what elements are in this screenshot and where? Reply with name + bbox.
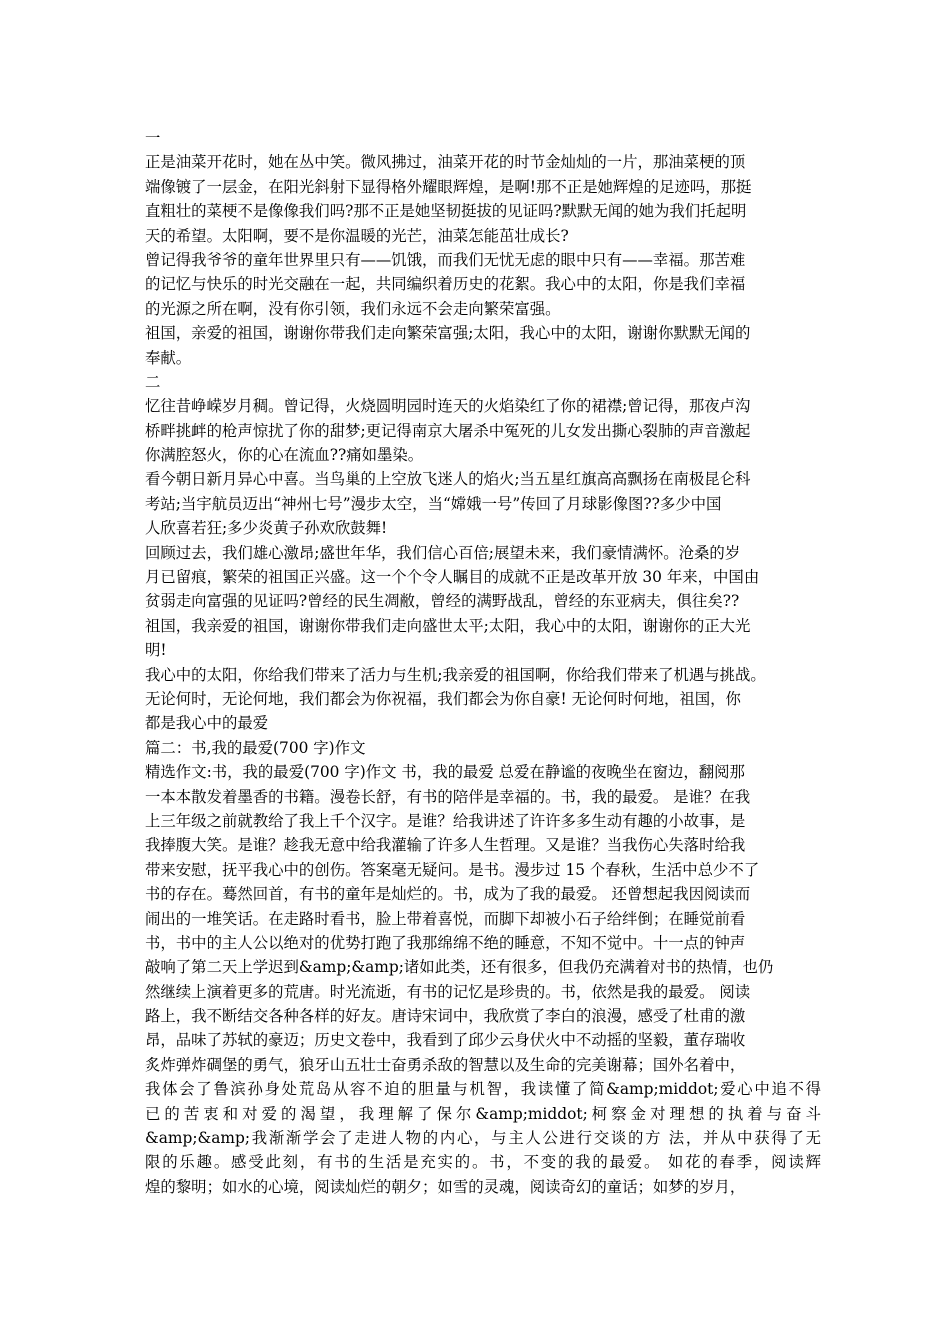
text-line: 带来安慰，抚平我心中的创伤。答案毫无疑问。是书。漫步过 15 个春秋，生活中总少不了 [145, 860, 760, 879]
text-line: 忆往昔峥嵘岁月稠。曾记得，火烧圆明园时连天的火焰染红了你的裙襟;曾记得，那夜卢沟 [145, 397, 751, 416]
text-line: 已的苦衷和对爱的渴望，我理解了保尔&amp;middot;柯察金对理想的执着与奋斗 [145, 1104, 821, 1123]
text-line: 你满腔怒火，你的心在流血??痛如墨染。 [145, 446, 424, 465]
text-line: 书的存在。蓦然回首，有书的童年是灿烂的。书，成为了我的最爱。 还曾想起我因阅读而 [145, 885, 751, 904]
text-line: 精选作文:书，我的最爱(700 字)作文 书，我的最爱 总爱在静谧的夜晚坐在窗边，翻阅那 [145, 763, 745, 782]
text-line: 人欣喜若狂;多少炎黄子孙欢欣鼓舞! [145, 519, 388, 538]
text-line: 月已留痕，繁荣的祖国正兴盛。这一个个令人瞩目的成就不正是改革开放 30 年来，中国由 [145, 568, 760, 587]
text-line: 我心中的太阳，你给我们带来了活力与生机;我亲爱的祖国啊，你给我们带来了机遇与挑战。 [145, 665, 766, 684]
text-line: 端像镀了一层金，在阳光斜射下显得格外耀眼辉煌，是啊!那不正是她辉煌的足迹吗，那挺 [145, 177, 752, 196]
text-line: 敲响了第二天上学迟到&amp;&amp;诸如此类，还有很多，但我仍充满着对书的热情，也仍 [145, 958, 774, 977]
text-line: 限的乐趣。感受此刻，有书的生活是充实的。书，不变的我的最爱。 如花的春季，阅读辉 [145, 1153, 821, 1172]
text-line: 回顾过去，我们雄心激昂;盛世年华，我们信心百倍;展望未来，我们豪情满怀。沧桑的岁 [145, 543, 741, 562]
document-body [145, 126, 821, 1199]
text-line: 篇二：书,我的最爱(700 字)作文 [145, 738, 366, 757]
text-line: &amp;&amp;我渐渐学会了走进人物的内心，与主人公进行交谈的方 法，并从中获得了无 [145, 1129, 821, 1148]
text-line: 的记忆与快乐的时光交融在一起，共同编织着历史的花絮。我心中的太阳，你是我们幸福 [145, 275, 746, 294]
text-line: 正是油菜开花时，她在丛中笑。微风拂过，油菜开花的时节金灿灿的一片，那油菜梗的顶 [145, 153, 746, 172]
text-line: 二 [145, 372, 161, 391]
text-line: 书，书中的主人公以绝对的优势打跑了我那绵绵不绝的睡意，不知不觉中。十一点的钟声 [145, 933, 746, 952]
text-line: 祖国，我亲爱的祖国，谢谢你带我们走向盛世太平;太阳，我心中的太阳，谢谢你的正大光 [145, 616, 751, 635]
text-line: 直粗壮的菜梗不是像像我们吗?那不正是她坚韧挺拔的见证吗?默默无闻的她为我们托起明 [145, 202, 747, 221]
text-line: 闹出的一堆笑话。在走路时看书，脸上带着喜悦，而脚下却被小石子给绊倒；在睡觉前看 [145, 909, 746, 928]
text-line: 上三年级之前就教给了我上千个汉字。是谁？给我讲述了许许多多生动有趣的小故事，是 [145, 811, 746, 830]
text-line: 我捧腹大笑。是谁？趁我无意中给我灌输了许多人生哲理。又是谁？当我伤心失落时给我 [145, 836, 746, 855]
text-line: 桥畔挑衅的枪声惊扰了你的甜梦;更记得南京大屠杀中冤死的儿女发出撕心裂肺的声音激起 [145, 421, 751, 440]
text-line: 祖国，亲爱的祖国，谢谢你带我们走向繁荣富强;太阳，我心中的太阳，谢谢你默默无闻的 [145, 324, 751, 343]
text-line: 我体会了鲁滨孙身处荒岛从容不迫的胆量与机智，我读懂了简&amp;middot;爱心中追不得 [145, 1080, 821, 1099]
text-line: 明! [145, 641, 167, 660]
text-line: 曾记得我爷爷的童年世界里只有——饥饿，而我们无忧无虑的眼中只有——幸福。那苦难 [145, 250, 746, 269]
text-line: 贫弱走向富强的见证吗?曾经的民生凋敝，曾经的满野战乱，曾经的东亚病夫，俱往矣?? [145, 592, 740, 611]
text-line: 炙炸弹炸碉堡的勇气，狼牙山五壮士奋勇杀敌的智慧以及生命的完美谢幕；国外名着中， [145, 1055, 746, 1074]
text-line: 一 [145, 129, 161, 147]
text-line: 煌的黎明；如水的心境，阅读灿烂的朝夕；如雪的灵魂，阅读奇幻的童话；如梦的岁月， [145, 1177, 746, 1196]
text-line: 看今朝日新月异心中喜。当鸟巢的上空放飞迷人的焰火;当五星红旗高高飘扬在南极昆仑科 [145, 470, 751, 489]
text-line: 都是我心中的最爱 [145, 714, 269, 733]
text-line: 然继续上演着更多的荒唐。时光流逝，有书的记忆是珍贵的。书，依然是我的最爱。 阅读 [145, 982, 751, 1001]
text-line: 的光源之所在啊，没有你引领，我们永远不会走向繁荣富强。 [145, 299, 561, 318]
text-line: 无论何时，无论何地，我们都会为你祝福，我们都会为你自豪! 无论何时何地，祖国，你 [145, 689, 741, 708]
text-line: 路上，我不断结交各种各样的好友。唐诗宋词中，我欣赏了李白的浪漫，感受了杜甫的激 [145, 1007, 746, 1026]
text-line: 天的希望。太阳啊，要不是你温暖的光芒，油菜怎能茁壮成长? [145, 226, 569, 245]
text-line: 昂，品味了苏轼的豪迈；历史文卷中，我看到了邱少云身伏火中不动摇的坚毅，董存瑞收 [145, 1031, 746, 1050]
text-line: 考站;当宇航员迈出“神州七号”漫步太空，当“嫦娥一号”传回了月球影像图??多少中国 [145, 494, 722, 513]
text-line: 一本本散发着墨香的书籍。漫卷长舒，有书的陪伴是幸福的。书，我的最爱。 是谁？在我 [145, 787, 751, 806]
text-line: 奉献。 [145, 348, 192, 367]
